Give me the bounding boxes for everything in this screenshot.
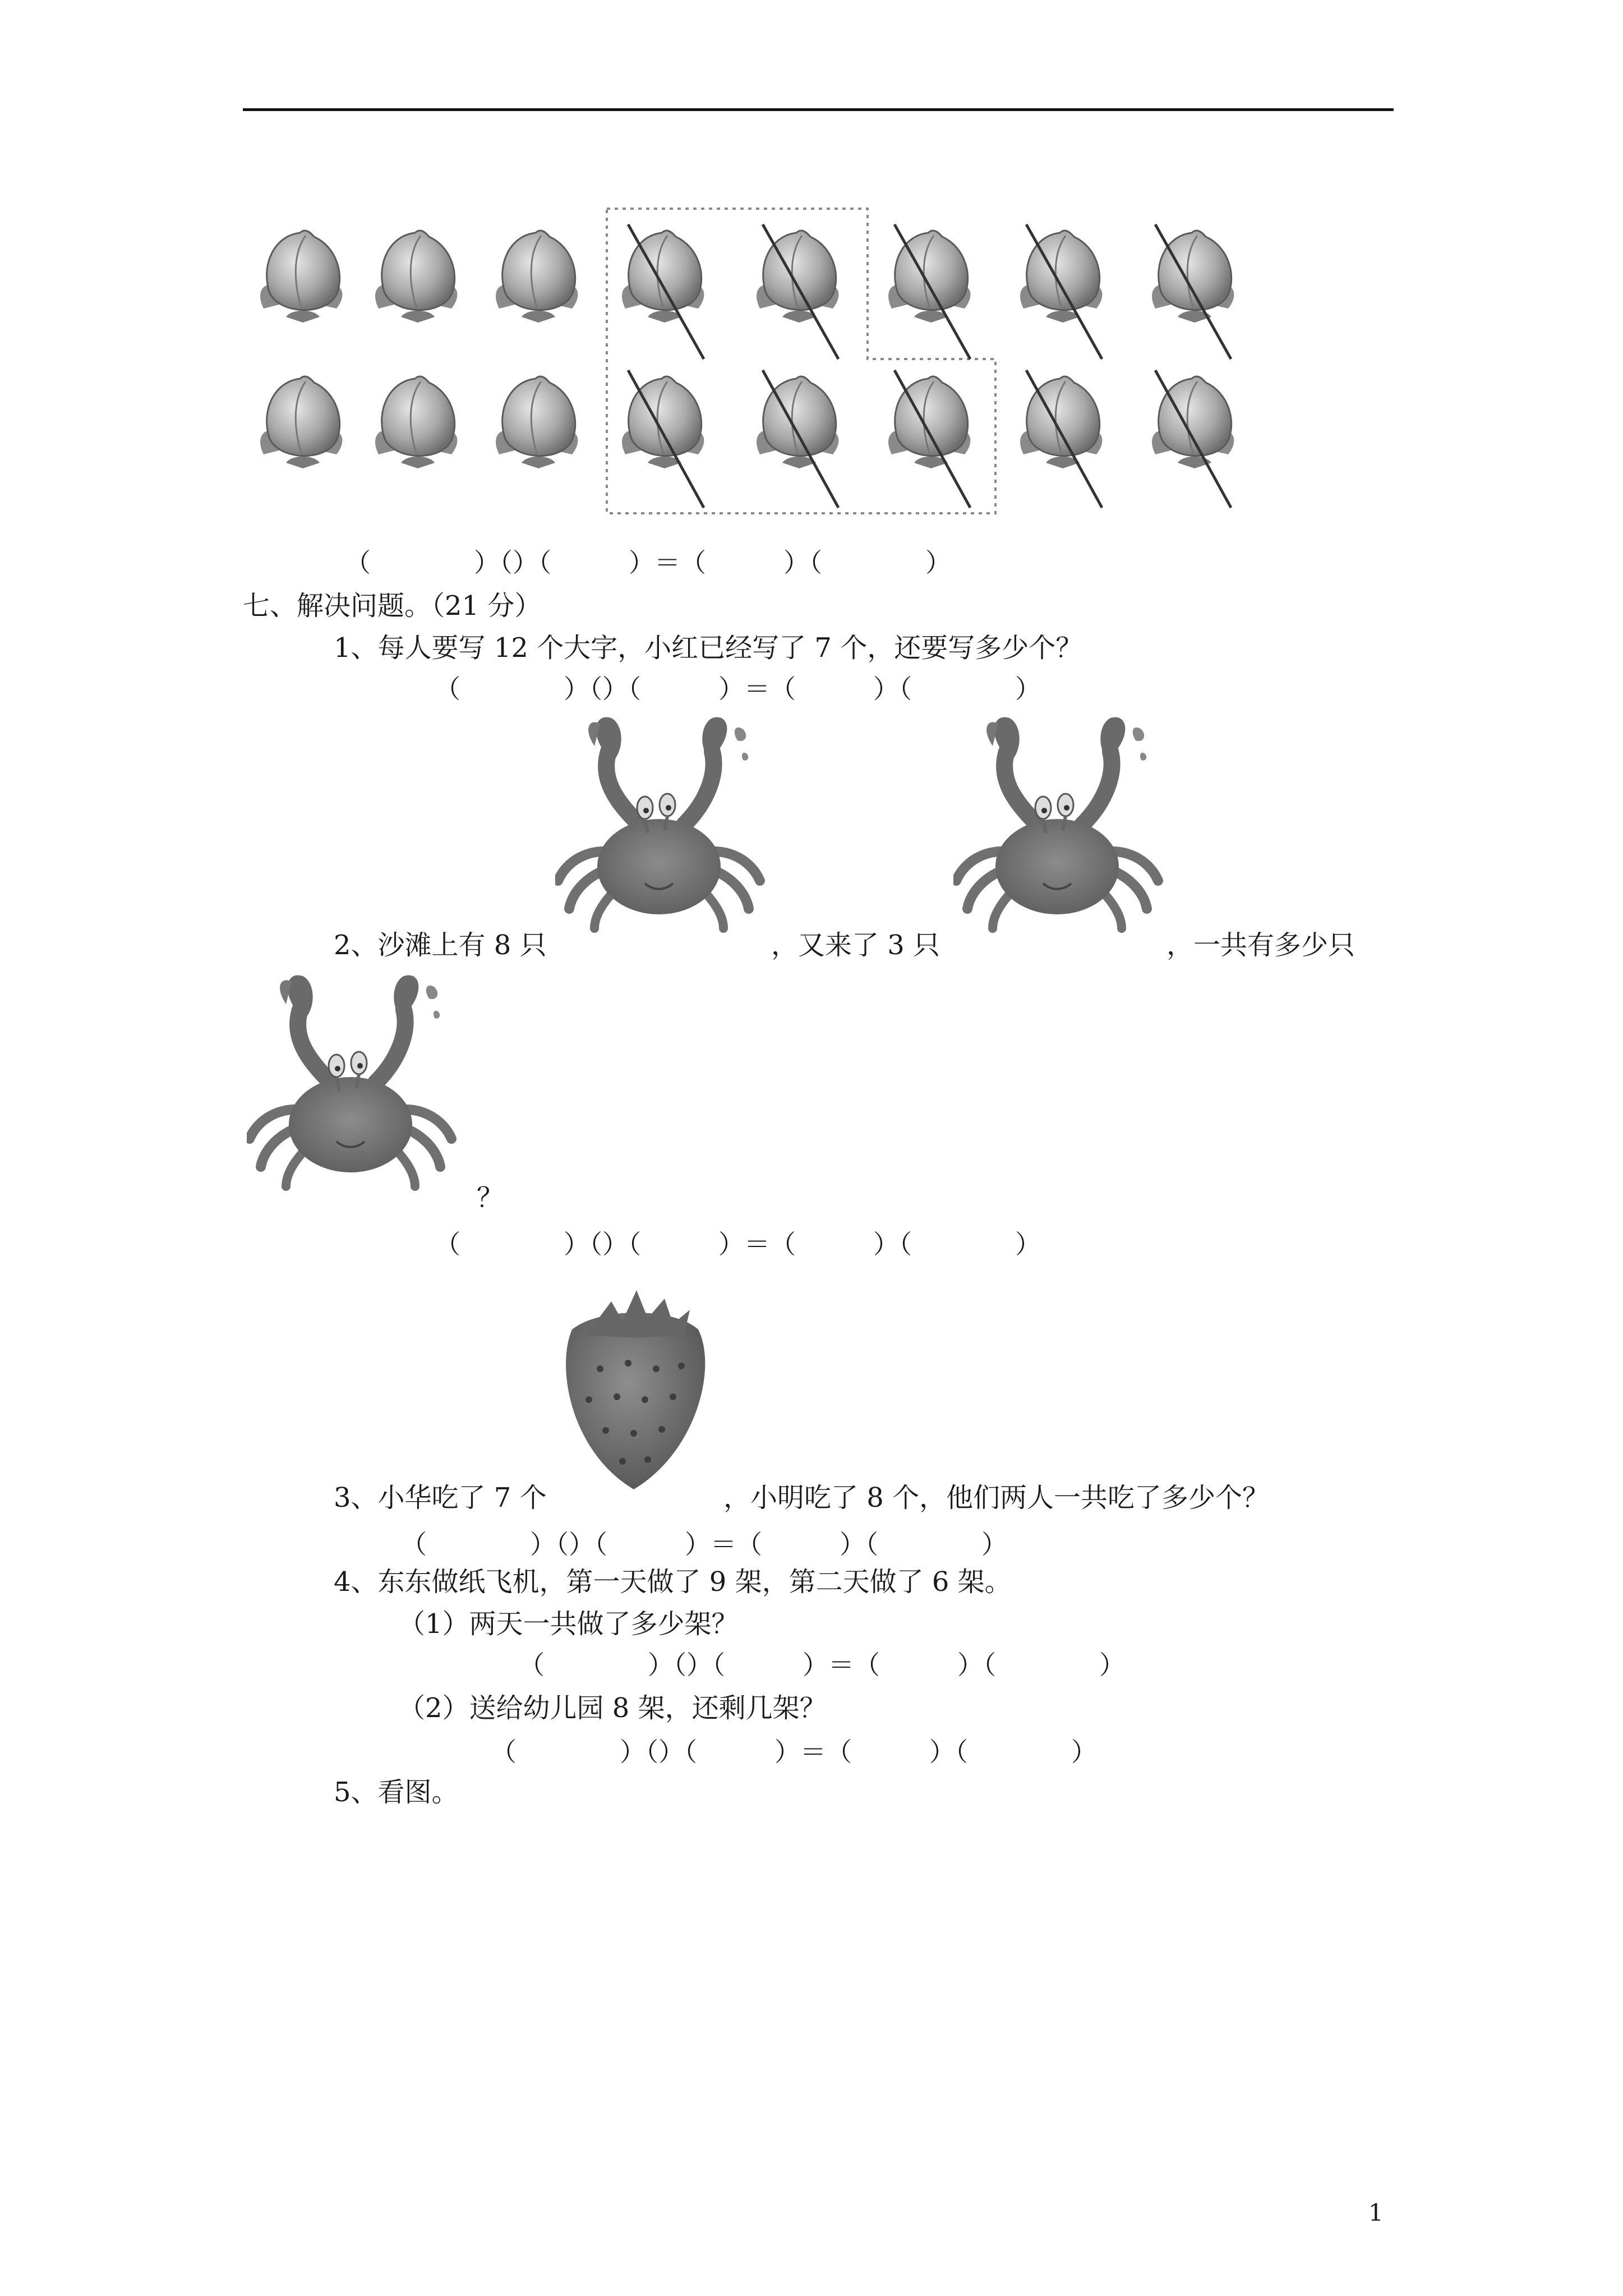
peach-icon xyxy=(888,376,970,468)
question-4-blank2: （ ）（）（ ）＝（ ）（ ） xyxy=(491,1737,1097,1767)
crab-icon xyxy=(555,712,768,937)
question-4: 4、东东做纸飞机，第一天做了 9 架，第二天做了 6 架。 xyxy=(334,1566,1012,1598)
question-1-blank: （ ）（）（ ）＝（ ）（ ） xyxy=(435,674,1041,704)
question-5: 5、看图。 xyxy=(334,1777,459,1808)
peach-icon xyxy=(1152,231,1234,323)
peach-row-top xyxy=(260,224,1234,359)
peach-icon xyxy=(1020,231,1102,323)
section-title: 七、解决问题。（21 分） xyxy=(243,590,542,622)
peach-icon xyxy=(622,231,704,323)
strawberry-icon xyxy=(550,1285,723,1492)
peach-icon xyxy=(622,376,704,468)
peach-icon xyxy=(888,231,970,323)
question-2-part3: ，一共有多少只 xyxy=(1166,930,1355,961)
question-2-end: ？ xyxy=(477,1182,504,1213)
peach-icon xyxy=(1020,376,1102,468)
peach-icon xyxy=(757,376,838,468)
peach-equation-blank: （ ）（）（ ）＝（ ）（ ） xyxy=(345,547,951,578)
question-4-sub2: （2）送给幼儿园 8 架，还剩几架？ xyxy=(398,1692,827,1724)
question-4-sub1: （1）两天一共做了多少架？ xyxy=(398,1608,739,1640)
peach-icon xyxy=(260,231,342,323)
crab-icon xyxy=(953,712,1166,937)
question-1: 1、每人要写 12 个大字，小红已经写了 7 个，还要写多少个？ xyxy=(334,632,1083,664)
question-2-blank: （ ）（）（ ）＝（ ）（ ） xyxy=(435,1229,1041,1259)
peach-icon xyxy=(375,231,457,323)
crab-icon xyxy=(247,970,460,1195)
question-3-blank: （ ）（）（ ）＝（ ）（ ） xyxy=(401,1529,1007,1559)
peach-icon xyxy=(757,231,838,323)
question-3-part2: ，小明吃了 8 个，他们两人一共吃了多少个？ xyxy=(723,1482,1270,1513)
question-2-part2: ，又来了 3 只 xyxy=(771,930,940,961)
peach-icon xyxy=(260,376,342,468)
question-3-part1: 3、小华吃了 7 个 xyxy=(334,1482,547,1513)
peach-icon xyxy=(1152,376,1234,468)
question-2-part1: 2、沙滩上有 8 只 xyxy=(334,930,547,961)
page-number: 1 xyxy=(1368,2199,1384,2226)
peach-row-bottom xyxy=(260,370,1234,508)
header-rule xyxy=(243,108,1394,111)
peach-icon xyxy=(496,231,578,323)
peach-icon xyxy=(496,376,578,468)
peach-icon xyxy=(375,376,457,468)
question-4-blank1: （ ）（）（ ）＝（ ）（ ） xyxy=(519,1650,1125,1680)
peaches-figure xyxy=(241,202,1318,527)
